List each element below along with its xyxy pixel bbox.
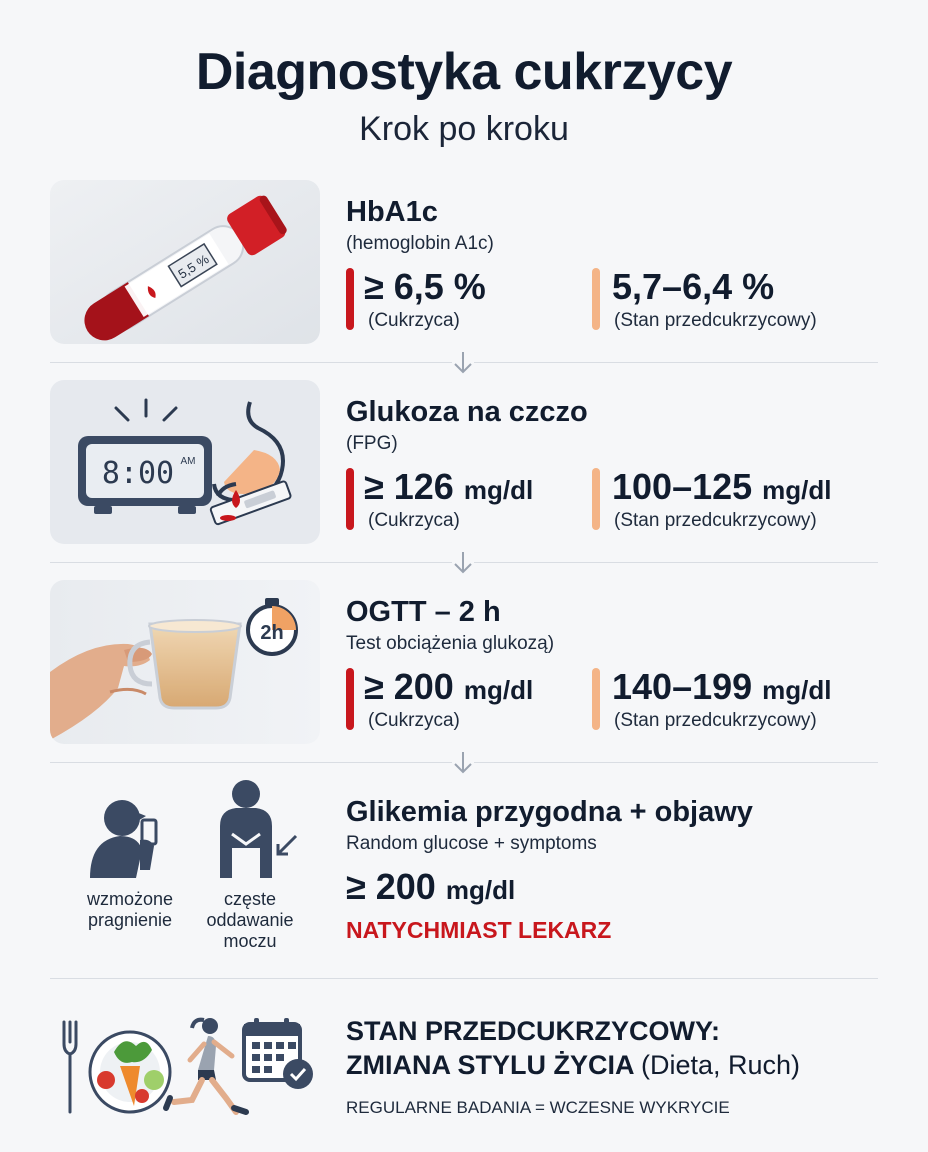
hba1c-prediabetes-value: 5,7–6,4 % <box>612 266 775 307</box>
random-glucose-subtitle: Random glucose + symptoms <box>346 833 597 854</box>
clock-display: 8:00 <box>101 456 175 491</box>
diabetes-marker <box>346 468 354 530</box>
urgent-doctor-alert: NATYCHMIAST LEKARZ <box>346 917 612 943</box>
page-title: Diagnostyka cukrzycy <box>195 43 733 101</box>
clock-ampm: AM <box>180 456 196 467</box>
ogtt-subtitle: Test obciążenia glukozą) <box>346 633 555 654</box>
random-glucose-title: Glikemia przygodna + objawy <box>346 796 753 828</box>
hba1c-subtitle: (hemoglobin A1c) <box>346 233 494 254</box>
random-glucose-value: ≥ 200 mg/dl <box>346 866 516 907</box>
tube-label-value: 5,5 % <box>175 251 212 282</box>
ogtt-prediabetes-value: 140–199 mg/dl <box>612 666 832 707</box>
blood-tube-image <box>50 180 320 344</box>
prediabetes-marker <box>592 668 600 730</box>
prediabetes-marker <box>592 468 600 530</box>
glucose-drink-image <box>50 580 320 744</box>
diabetes-marker <box>346 268 354 330</box>
fpg-subtitle: (FPG) <box>346 433 398 454</box>
hba1c-title: HbA1c <box>346 196 438 228</box>
thirst-caption: wzmożone pragnienie <box>86 889 174 930</box>
diabetes-marker <box>346 668 354 730</box>
runner-icon <box>166 1018 246 1112</box>
fpg-diabetes-label: (Cukrzyca) <box>368 510 460 531</box>
screening-note: REGULARNE BADANIA = WCZESNE WYKRYCIE <box>346 1098 730 1117</box>
fpg-diabetes-value: ≥ 126 mg/dl <box>364 466 534 507</box>
fpg-prediabetes-label: (Stan przedcukrzycowy) <box>614 510 817 531</box>
ogtt-diabetes-value: ≥ 200 mg/dl <box>364 666 534 707</box>
prediabetes-heading: STAN PRZEDCUKRZYCOWY: <box>346 1016 720 1046</box>
section-divider <box>50 978 878 979</box>
fork-icon <box>64 1022 76 1112</box>
prediabetes-marker <box>592 268 600 330</box>
fpg-title: Glukoza na czczo <box>346 396 588 428</box>
lifestyle-icons <box>58 1016 318 1120</box>
urination-person-icon <box>216 778 300 878</box>
timer-label: 2h <box>260 622 284 644</box>
down-arrow-icon <box>452 550 474 576</box>
hba1c-diabetes-value: ≥ 6,5 % <box>364 266 486 307</box>
ogtt-prediabetes-label: (Stan przedcukrzycowy) <box>614 710 817 731</box>
down-arrow-icon <box>452 350 474 376</box>
hba1c-prediabetes-label: (Stan przedcukrzycowy) <box>614 310 817 331</box>
down-arrow-icon <box>452 750 474 776</box>
ogtt-title: OGTT – 2 h <box>346 596 501 628</box>
page-subtitle: Krok po kroku <box>359 110 569 148</box>
ogtt-diabetes-label: (Cukrzyca) <box>368 710 460 731</box>
urination-caption: częste oddawanie moczu <box>206 889 294 951</box>
fpg-prediabetes-value: 100–125 mg/dl <box>612 466 832 507</box>
clock-stomach-image <box>50 380 320 544</box>
lifestyle-heading: ZMIANA STYLU ŻYCIA (Dieta, Ruch) <box>346 1050 801 1080</box>
vegetable-plate-icon <box>90 1032 170 1112</box>
drinking-person-icon <box>84 796 174 878</box>
calendar-check-icon <box>244 1018 313 1089</box>
hba1c-diabetes-label: (Cukrzyca) <box>368 310 460 331</box>
